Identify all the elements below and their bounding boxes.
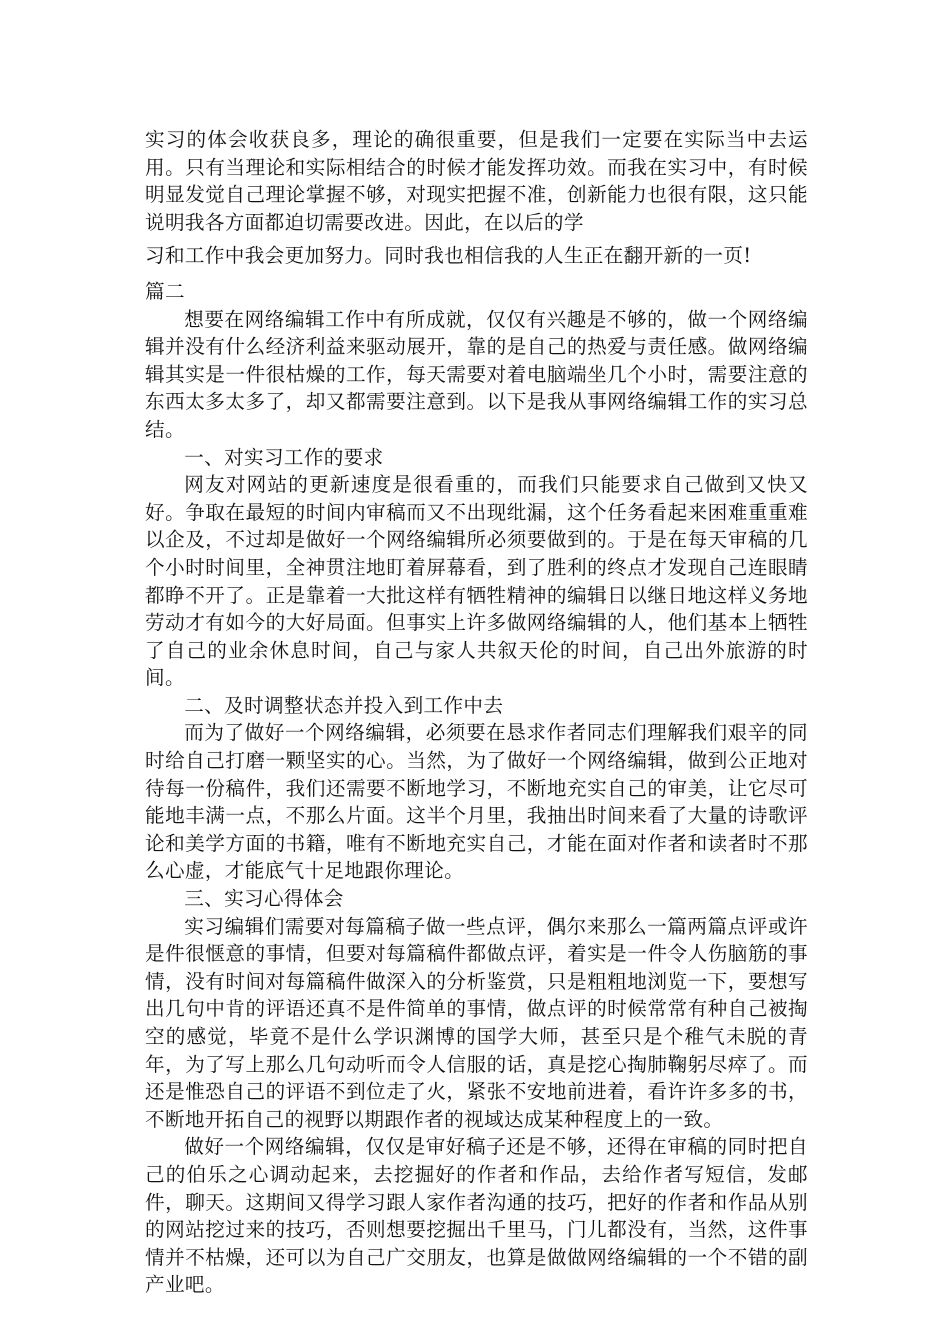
section-label: 篇二 xyxy=(145,279,185,303)
paragraph-discovery: 做好一个网络编辑，仅仅是审好稿子还是不够，还得在审稿的同时把自己的伯乐之心调动起来，去挖掘好的作者和作品，去给作者写短信，发邮件，聊天。这期间又得学习跟人家作者沟通的技巧，把好的作者和作品从别的网站挖过来的技巧，否则想要挖掘出千里马，门儿都没有，当然，这件事情并不枯燥，还可以为自己广交朋友，也算是做做网络编辑的一个不错的副产业吧。 xyxy=(145,1135,808,1297)
opening-paragraph: 想要在网络编辑工作中有所成就，仅仅有兴趣是不够的，做一个网络编辑并没有什么经济利益来驱动展开，靠的是自己的热爱与责任感。做网络编辑其实是一件很枯燥的工作，每天需要对着电脑端坐几个小时，需要注意的东西太多太多了，却又都需要注意到。以下是我从事网络编辑工作的实习总结。 xyxy=(145,307,808,441)
paragraph-requirements: 网友对网站的更新速度是很看重的，而我们只能要求自己做到又快又好。争取在最短的时间内审稿而又不出现纰漏，这个任务看起来困难重重难以企及，不过却是做好一个网络编辑所必须要做到的。于是在每天审稿的几个小时时间里，全神贯注地盯着屏幕看，到了胜利的终点才发现自己连眼睛都睁不开了。正是靠着一大批这样有牺牲精神的编辑日以继日地这样义务地劳动才有如今的大好局面。但事实上许多做网络编辑的人，他们基本上牺牲了自己的业余休息时间，自己与家人共叙天伦的时间，自己出外旅游的时间。 xyxy=(145,473,808,690)
heading-adjust-state: 二、及时调整状态并投入到工作中去 xyxy=(184,693,504,717)
heading-requirements: 一、对实习工作的要求 xyxy=(184,445,384,469)
intro-paragraph-part-2: 习和工作中我会更加努力。同时我也相信我的人生正在翻开新的一页! xyxy=(145,244,752,268)
paragraph-adjust-state: 而为了做好一个网络编辑，必须要在恳求作者同志们理解我们艰辛的同时给自己打磨一颗坚实的心。当然，为了做好一个网络编辑，做到公正地对待每一份稿件，我们还需要不断地学习，不断地充实自己的审美，让它尽可能地丰满一点，不那么片面。这半个月里，我抽出时间来看了大量的诗歌评论和美学方面的书籍，唯有不断地充实自己，才能在面对作者和读者时不那么心虚，才能底气十足地跟你理论。 xyxy=(145,721,808,883)
heading-experience: 三、实习心得体会 xyxy=(184,887,344,911)
intro-paragraph-part-1: 实习的体会收获良多，理论的确很重要，但是我们一定要在实际当中去运用。只有当理论和实际相结合的时候才能发挥功效。而我在实习中，有时候明显发觉自己理论掌握不够，对现实把握不准，创新能力也很有限，这只能说明我各方面都迫切需要改进。因此，在以后的学 xyxy=(145,128,808,234)
paragraph-experience: 实习编辑们需要对每篇稿子做一些点评，偶尔来那么一篇两篇点评或许是件很惬意的事情，但要对每篇稿件都做点评，着实是一件令人伤脑筋的事情，没有时间对每篇稿件做深入的分析鉴赏，只是粗粗地浏览一下，要想写出几句中肯的评语还真不是件简单的事情，做点评的时候常常有种自己被掏空的感觉，毕竟不是什么学识渊博的国学大师，甚至只是个稚气未脱的青年，为了写上那么几句动听而令人信服的话，真是挖心掏肺鞠躬尽瘁了。而还是惟恐自己的评语不到位走了火，紧张不安地前进着，看许许多多的书，不断地开拓自己的视野以期跟作者的视域达成某种程度上的一致。 xyxy=(145,914,808,1131)
document-body xyxy=(145,126,808,1299)
